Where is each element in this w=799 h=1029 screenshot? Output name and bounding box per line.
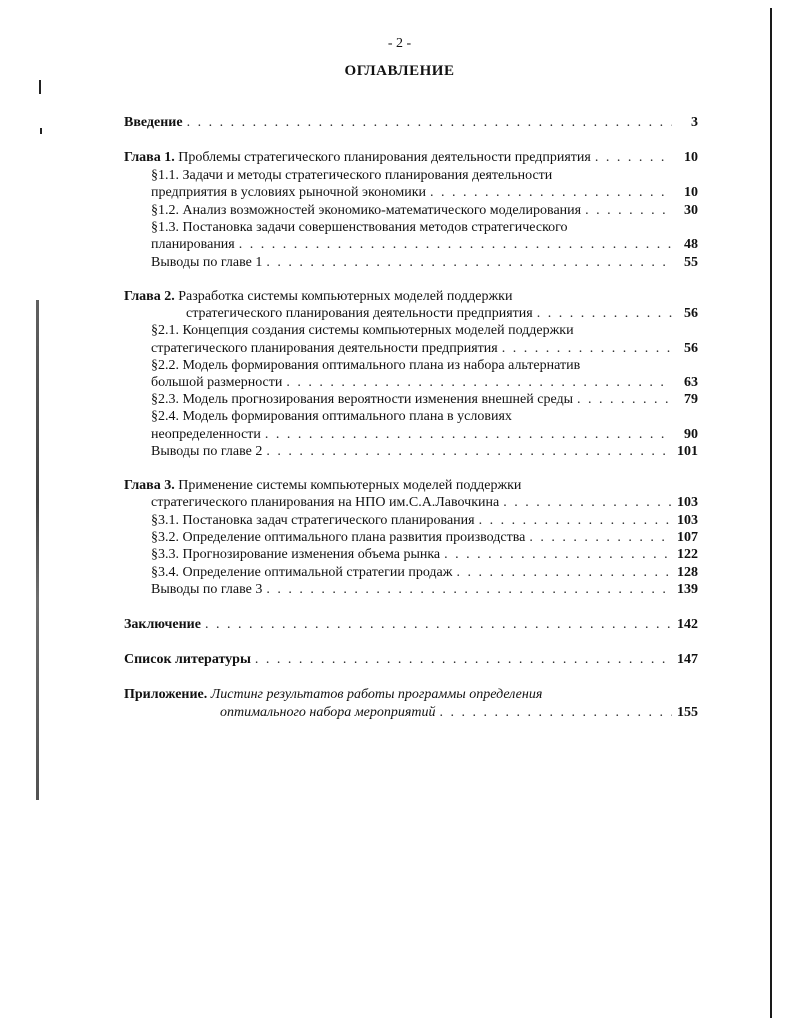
appendix-label: Приложение.	[124, 687, 208, 702]
toc-entry-page: 128	[677, 565, 698, 580]
toc-entry-page: 90	[684, 427, 698, 442]
dot-leader	[502, 340, 672, 358]
toc-entry-section-3-1[interactable]	[151, 512, 698, 530]
toc-entry-section-2-3[interactable]	[151, 391, 698, 409]
toc-entry-page: 147	[677, 652, 698, 667]
dot-leader	[440, 704, 673, 722]
toc-entry-page: 30	[684, 203, 698, 218]
toc-entry-final[interactable]	[124, 616, 698, 634]
toc-entry-page: 55	[684, 255, 698, 270]
toc-entry-section-3-3[interactable]	[151, 546, 698, 564]
chapter-title: Разработка системы компьютерных моделей поддержки	[178, 289, 513, 304]
scan-border-left	[36, 300, 39, 800]
toc-entry-page: 103	[677, 495, 698, 510]
toc-entry-label: стратегического планирования деятельности предприятия	[151, 341, 498, 356]
toc-entry-label: Введение	[124, 115, 183, 130]
toc-entry-section-1-1[interactable]	[151, 184, 698, 202]
chapter-label: Глава 2.	[124, 289, 175, 304]
toc-entry-chapter-3[interactable]	[151, 494, 698, 512]
scan-mark	[40, 128, 42, 134]
dot-leader	[479, 512, 672, 530]
dot-leader	[266, 254, 672, 272]
toc-entry-section-1-3-line1: §1.3. Постановка задачи совершенствования методов стратегического	[151, 220, 568, 235]
toc-entry-page: 10	[684, 185, 698, 200]
toc-entry-label	[124, 149, 591, 167]
toc-entry-label: Список литературы	[124, 652, 251, 667]
toc-entry-label: §1.2. Анализ возможностей экономико-математического моделирования	[151, 203, 582, 218]
toc-entry-section-3-2[interactable]	[151, 529, 698, 547]
dot-leader	[444, 546, 672, 564]
toc-entry-label: Выводы по главе 1	[151, 255, 263, 270]
dot-leader	[266, 443, 672, 461]
toc-entry-section-2-4[interactable]	[151, 426, 698, 444]
appendix-title: Листинг результатов работы программы определения	[210, 687, 543, 702]
toc-entry-label: большой размерности	[151, 375, 283, 390]
toc-entry-conclusion-2[interactable]	[151, 443, 698, 461]
chapter-title: Применение системы компьютерных моделей поддержки	[178, 478, 522, 493]
toc-entry-label: стратегического планирования на НПО им.С.А.Лавочкина	[151, 495, 500, 510]
dot-leader	[537, 305, 672, 323]
toc-entry-label: Выводы по главе 2	[151, 444, 263, 459]
page-number: - 2 -	[387, 36, 412, 51]
toc-entry-label: стратегического планирования деятельности предприятия	[186, 306, 533, 321]
toc-entry-label: §2.3. Модель прогнозирования вероятности изменения внешней среды	[151, 392, 574, 407]
chapter-title: Проблемы стратегического планирования деятельности предприятия	[178, 150, 591, 165]
toc-entry-section-2-2[interactable]	[151, 374, 698, 392]
toc-entry-label: §3.4. Определение оптимальной стратегии продаж	[151, 565, 453, 580]
toc-entry-page: 155	[677, 705, 698, 720]
dot-leader	[456, 564, 672, 582]
toc-entry-chapter-2[interactable]	[186, 305, 698, 323]
dot-leader	[205, 616, 672, 634]
toc-entry-label: §3.2. Определение оптимального плана развития производства	[151, 530, 526, 545]
toc-entry-page: 103	[677, 513, 698, 528]
toc-entry-page: 139	[677, 582, 698, 597]
toc-entry-label: неопределенности	[151, 427, 261, 442]
toc-entry-page: 56	[684, 306, 698, 321]
toc-entry-label: §3.1. Постановка задач стратегического планирования	[151, 513, 475, 528]
dot-leader	[187, 114, 672, 132]
toc-entry-page: 107	[677, 530, 698, 545]
chapter-label: Глава 1.	[124, 150, 175, 165]
dot-leader	[595, 149, 672, 167]
dot-leader	[286, 374, 672, 392]
toc-entry-page: 101	[677, 444, 698, 459]
toc-entry-section-3-4[interactable]	[151, 564, 698, 582]
dot-leader	[255, 651, 672, 669]
toc-entry-section-2-1-line1: §2.1. Концепция создания системы компьютерных моделей поддержки	[151, 323, 574, 338]
toc-entry-conclusion-1[interactable]	[151, 254, 698, 272]
dot-leader	[529, 529, 672, 547]
toc-entry-page: 79	[684, 392, 698, 407]
dot-leader	[585, 202, 672, 220]
toc-entry-chapter-3-line1	[124, 477, 521, 495]
toc-entry-page: 10	[684, 150, 698, 165]
toc-entry-section-1-2[interactable]	[151, 202, 698, 220]
toc-entry-appendix[interactable]	[220, 704, 698, 722]
toc-entry-page: 63	[684, 375, 698, 390]
toc-entry-section-2-1[interactable]	[151, 340, 698, 358]
toc-entry-label: оптимального набора мероприятий	[220, 705, 436, 720]
toc-entry-chapter-2-line1	[124, 288, 512, 306]
toc-entry-references[interactable]	[124, 651, 698, 669]
chapter-label: Глава 3.	[124, 478, 175, 493]
toc-entry-page: 3	[691, 115, 698, 130]
toc-entry-section-1-1-line1: §1.1. Задачи и методы стратегического планирования деятельности	[151, 168, 553, 183]
dot-leader	[577, 391, 672, 409]
toc-entry-label: Выводы по главе 3	[151, 582, 263, 597]
toc-title: ОГЛАВЛЕНИЕ	[344, 63, 455, 79]
toc-entry-appendix-line1	[124, 686, 542, 704]
dot-leader	[265, 426, 672, 444]
toc-entry-label: Заключение	[124, 617, 201, 632]
toc-entry-label: планирования	[151, 237, 235, 252]
toc-entry-intro[interactable]	[124, 114, 698, 132]
dot-leader	[430, 184, 672, 202]
dot-leader	[503, 494, 672, 512]
toc-entry-page: 56	[684, 341, 698, 356]
toc-entry-label: §3.3. Прогнозирование изменения объема рынка	[151, 547, 441, 562]
toc-entry-section-2-4-line1: §2.4. Модель формирования оптимального плана в условиях	[151, 409, 512, 424]
toc-entry-chapter-1[interactable]	[124, 149, 698, 167]
dot-leader	[239, 236, 672, 254]
toc-entry-label: предприятия в условиях рыночной экономики	[151, 185, 427, 200]
toc-entry-section-1-3[interactable]	[151, 236, 698, 254]
scan-mark	[39, 80, 41, 94]
toc-entry-page: 122	[677, 547, 698, 562]
toc-entry-page: 48	[684, 237, 698, 252]
toc-entry-section-2-2-line1: §2.2. Модель формирования оптимального плана из набора альтернатив	[151, 358, 581, 373]
toc-entry-conclusion-3[interactable]	[151, 581, 698, 599]
scan-border-right	[770, 8, 772, 1018]
dot-leader	[266, 581, 672, 599]
toc-entry-page: 142	[677, 617, 698, 632]
